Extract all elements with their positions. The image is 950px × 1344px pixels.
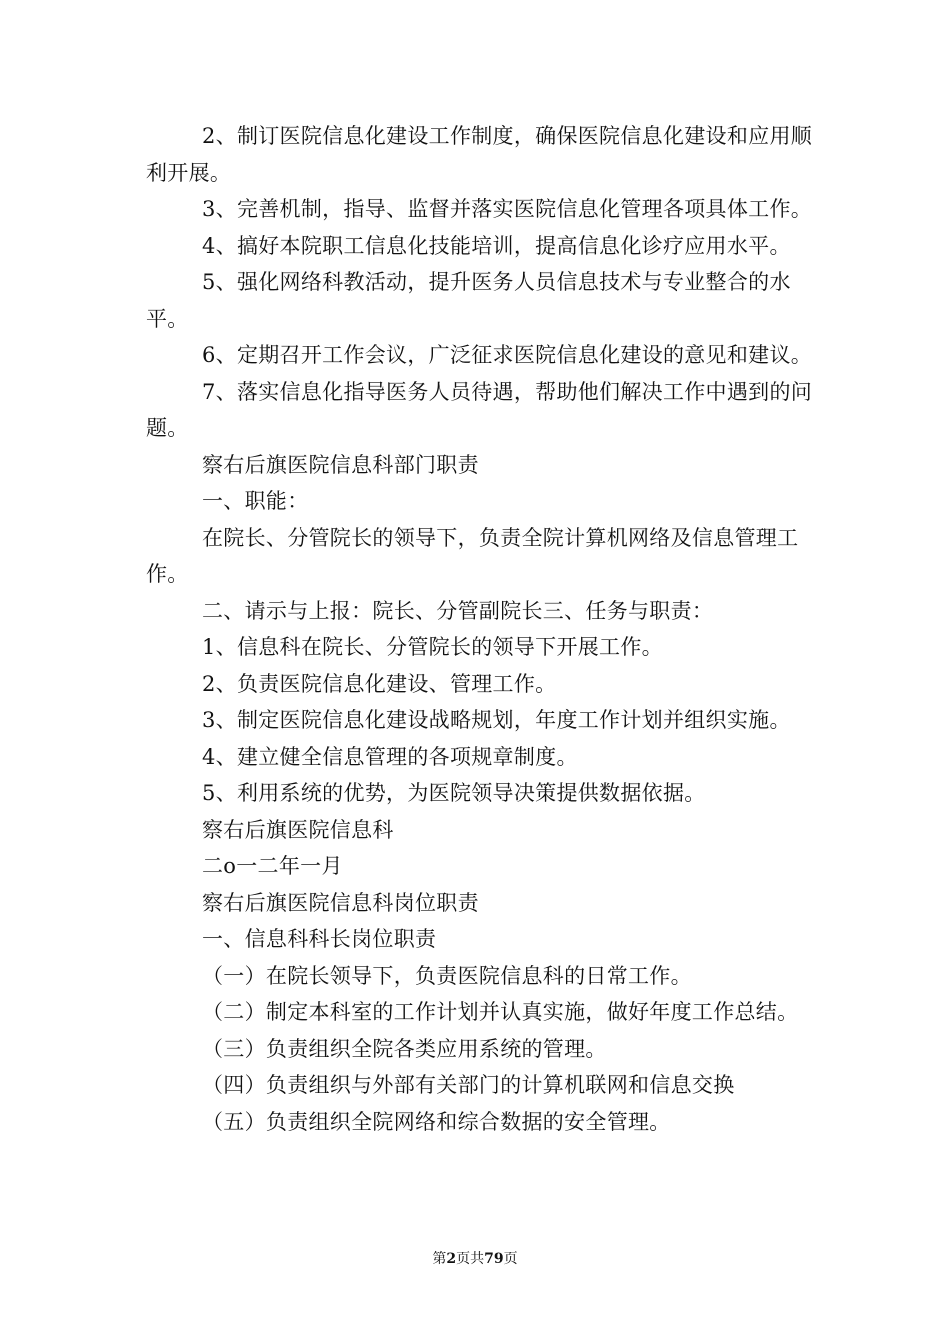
paragraph: 在院长、分管院长的领导下，负责全院计算机网络及信息管理工作。 (146, 525, 799, 586)
paragraph: 2、负责医院信息化建设、管理工作。 (202, 671, 557, 696)
page-footer (0, 1248, 950, 1268)
paragraph: （四）负责组织与外部有关部门的计算机联网和信息交换 (202, 1073, 735, 1097)
paragraph: 5、利用系统的优势，为医院领导决策提供数据依据。 (202, 781, 706, 805)
footer-suffix: 页 (503, 1251, 518, 1267)
section-heading: 察右后旗医院信息科部门职责 (202, 452, 479, 477)
paragraph: （五）负责组织全院网络和综合数据的安全管理。 (202, 1109, 671, 1134)
paragraph: （三）负责组织全院各类应用系统的管理。 (202, 1036, 607, 1061)
subsection-heading: 一、信息科科长岗位职责 (202, 927, 437, 951)
paragraph: 4、搞好本院职工信息化技能培训，提高信息化诊疗应用水平。 (202, 233, 791, 258)
section-heading: 察右后旗医院信息科岗位职责 (202, 890, 479, 915)
paragraph: 3、制定医院信息化建设战略规划，年度工作计划并组织实施。 (202, 708, 791, 732)
paragraph: 6、定期召开工作会议，广泛征求医院信息化建设的意见和建议。 (202, 343, 813, 367)
total-page-count: 79 (484, 1251, 504, 1267)
paragraph: 2、制订医院信息化建设工作制度，确保医院信息化建设和应用顺利开展。 (146, 124, 813, 185)
paragraph: 1、信息科在院长、分管院长的领导下开展工作。 (202, 635, 663, 659)
footer-prefix: 第 (432, 1251, 447, 1267)
paragraph: （二）制定本科室的工作计划并认真实施，做好年度工作总结。 (202, 1000, 799, 1024)
signature-date: 二o一二年一月 (202, 854, 343, 878)
signature-organization: 察右后旗医院信息科 (202, 817, 394, 842)
paragraph: 一、职能： (202, 489, 309, 513)
paragraph: 4、建立健全信息管理的各项规章制度。 (202, 744, 578, 769)
current-page-number: 2 (446, 1251, 457, 1267)
footer-middle: 页共 (456, 1251, 485, 1267)
paragraph: 7、落实信息化指导医务人员待遇，帮助他们解决工作中遇到的问题。 (146, 379, 813, 440)
paragraph: （一）在院长领导下，负责医院信息科的日常工作。 (202, 963, 692, 988)
paragraph: 5、强化网络科教活动，提升医务人员信息技术与专业整合的水平。 (146, 270, 791, 331)
paragraph: 3、完善机制，指导、监督并落实医院信息化管理各项具体工作。 (202, 197, 813, 221)
document-body (146, 118, 814, 1140)
paragraph: 二、请示与上报：院长、分管副院长三、任务与职责： (202, 598, 714, 623)
